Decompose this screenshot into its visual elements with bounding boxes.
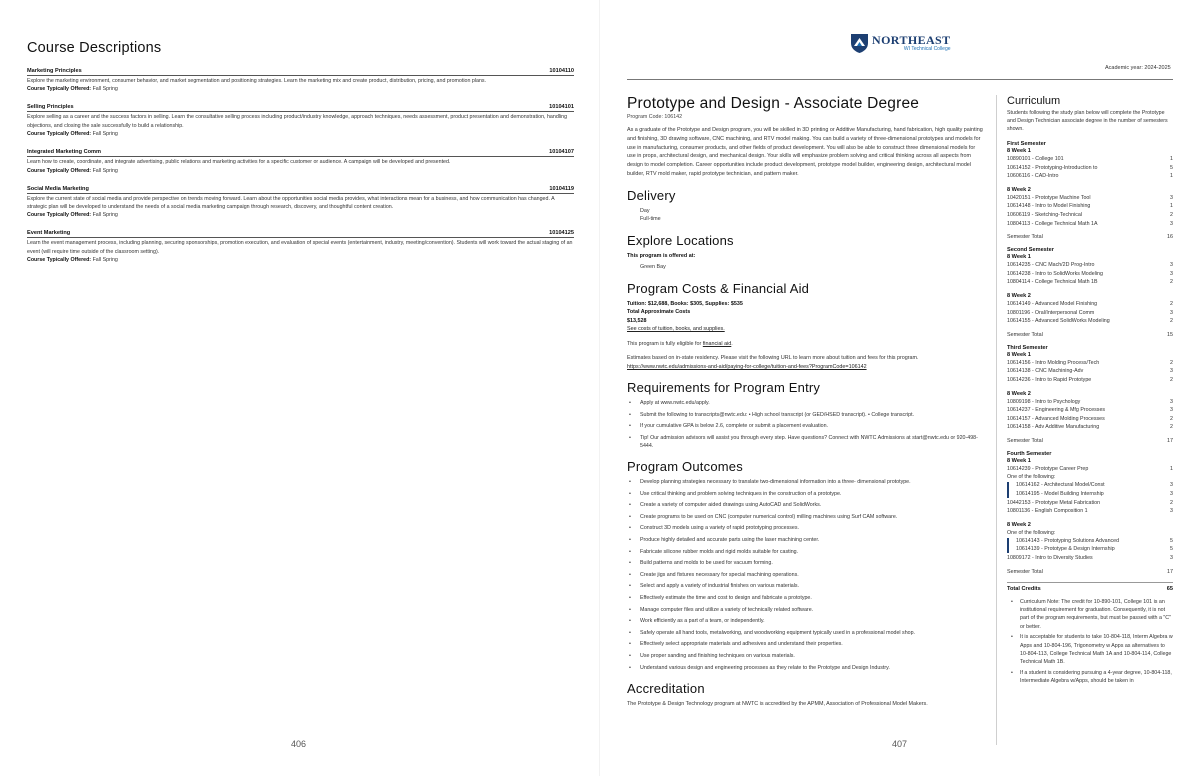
course-description: Learn how to create, coordinate, and integrate advertising, public relations and marketing activities for a specific customer or audience. A campaign will be developed and presented. [27, 159, 451, 166]
page-title: Course Descriptions [27, 40, 162, 56]
week-block [1007, 522, 1173, 563]
week-block [1007, 458, 1173, 516]
semester-block [1007, 247, 1173, 338]
academic-year: Academic year: 2024-2025 [1105, 65, 1171, 71]
week-block [1007, 187, 1173, 228]
week-name: 8 Week 1 [1007, 457, 1031, 464]
week-name: 8 Week 1 [1007, 351, 1031, 358]
course-offered [27, 256, 574, 264]
course-offered [27, 167, 574, 175]
course-name: Event Marketing [27, 230, 71, 237]
course-credits: 3 [1170, 270, 1173, 277]
course-row [1007, 309, 1173, 318]
course-credits: 3 [1170, 482, 1173, 489]
course-name: Marketing Principles [27, 68, 82, 74]
semester-total-value: 17 [1167, 568, 1173, 575]
course-title: 10614195 - Model Building Internship [1016, 491, 1104, 498]
offered-label: Course Typically Offered: [27, 257, 92, 264]
course-title: 10614156 - Intro Molding Process/Tech [1007, 359, 1100, 366]
course-credits: 3 [1170, 407, 1173, 414]
course-item [27, 149, 574, 174]
course-row [1007, 406, 1173, 415]
week-block [1007, 293, 1173, 326]
week-block [1007, 391, 1173, 432]
course-code: 10104110 [549, 68, 574, 74]
course-row [1007, 300, 1173, 309]
course-row [1007, 490, 1173, 499]
course-list [27, 68, 574, 275]
list-item: • Manage computer files and utilize a variety of technically related software. [627, 606, 984, 614]
choice-group [1007, 481, 1173, 498]
course-row [1007, 507, 1173, 516]
list-item: • Effectively select appropriate materials and adhesives and understand their properties. [627, 640, 984, 648]
course-title: 10614239 - Prototype Career Prep [1007, 465, 1089, 472]
semester-name: Fourth Semester [1007, 450, 1052, 457]
requirements-heading: Requirements for Program Entry [627, 380, 821, 396]
course-name: Selling Principles [27, 104, 74, 111]
semester-total-label: Semester Total [1007, 234, 1043, 241]
semester-block [1007, 451, 1173, 575]
aid-prefix: This program is fully eligible for [627, 340, 702, 347]
course-code: 10104119 [549, 185, 574, 192]
list-item: • Fabricate silicone rubber molds and rigid molds suitable for casting. [627, 548, 984, 556]
week-name: 8 Week 1 [1007, 148, 1031, 154]
list-item: • Develop planning strategies necessary to translate two-dimensional information into a three- dimensional prototype. [627, 478, 984, 486]
course-row [1007, 415, 1173, 424]
see-costs-link[interactable]: See costs of tuition, books, and supplies. [627, 326, 725, 333]
list-item: • Use proper sanding and finishing techniques on various materials. [627, 652, 984, 660]
list-item: • Create programs to be used on CNC (computer numerical control) milling machines using Surf CAM software. [627, 513, 984, 521]
list-item: • Create a variety of computer aided drawings using AutoCAD and SolidWorks. [627, 501, 984, 509]
course-title: 10614155 - Advanced SolidWorks Modeling [1007, 318, 1110, 325]
week-name: 8 Week 2 [1007, 521, 1031, 528]
course-row [1007, 423, 1173, 432]
right-page [600, 0, 1200, 776]
course-row [1007, 376, 1173, 385]
course-title: 10890101 - College 101 [1007, 156, 1064, 162]
semester-total-label: Semester Total [1007, 331, 1043, 338]
course-row [1007, 194, 1173, 203]
course-credits: 2 [1170, 415, 1173, 422]
column-divider [996, 95, 997, 745]
week-name: 8 Week 2 [1007, 292, 1031, 299]
list-item: • Produce highly detailed and accurate parts using the laser machining center. [627, 536, 984, 544]
estimates-text: Estimates based on in-state residency. Please visit the following URL to learn more about tuition and fees for this program. [627, 355, 919, 362]
delivery-item: Full-time [640, 216, 661, 223]
course-title: 10614238 - Intro to SolidWorks Modeling [1007, 270, 1103, 277]
course-item [27, 230, 574, 264]
list-item: • Use critical thinking and problem solving techniques in the construction of a prototype. [627, 490, 984, 498]
page-number: 407 [892, 739, 908, 749]
delivery-heading: Delivery [627, 187, 676, 203]
course-title: 10801196 - Oral/Interpersonal Comm [1007, 309, 1095, 316]
program-title: Prototype and Design - Associate Degree [627, 95, 920, 112]
week-block [1007, 148, 1173, 181]
course-row [1007, 545, 1173, 554]
choice-group [1007, 537, 1173, 554]
semester-total-label: Semester Total [1007, 437, 1043, 444]
course-title: 10614149 - Advanced Model Finishing [1007, 300, 1098, 307]
course-title: 10442153 - Prototype Metal Fabrication [1007, 499, 1101, 506]
tuition-line: Tuition: $12,688, Books: $305, Supplies: $535 [627, 300, 743, 307]
course-title: 10804114 - College Technical Math 1B [1007, 279, 1098, 286]
course-offered [27, 211, 574, 219]
header-divider [627, 79, 1173, 80]
program-code: Program Code: 106142 [627, 114, 683, 120]
list-item: • Apply at www.nwtc.edu/apply. [627, 399, 984, 407]
course-code: 10104107 [549, 149, 574, 156]
choice-label: One of the following: [1007, 474, 1056, 481]
semester-total [1007, 569, 1173, 575]
program-intro: As a graduate of the Prototype and Design program, you will be skilled in 3D printing or Additive Manufacturing, hand fabrication, high quality painting and finishing, 3D drawing software, CNC machining, and RTV model making. You can build a variety of three-dimensional prototypes and models for use in manufacturing, consumer products, and other fields of product development. You will also be able to construct three dimensional models for use in props, architectural design, and mechanical design. Your skills will emphasize problem solving and critical thinking across all aspects from design to model completion. Career opportunities include product development, prototype model builder, engineering design, architectural model builder, RTV mold maker, rapid prototype technician, and pattern maker. [627, 127, 983, 177]
requirements-list [627, 399, 984, 450]
list-item: • Tip! Our admission advisors will assist you through every step. Have questions? Connect with NWTC Admissions at start@nwtc.edu or 920-498-5444. [627, 434, 984, 450]
course-title: 10614143 - Prototyping Solutions Advanced [1016, 537, 1120, 544]
course-header [27, 230, 574, 238]
offered-at-label: This program is offered at: [627, 252, 696, 259]
offered-label: Course Typically Offered: [27, 131, 92, 138]
offered-label: Course Typically Offered: [27, 86, 92, 93]
semester-total-value: 16 [1167, 234, 1173, 241]
accreditation-text: The Prototype & Design Technology program at NWTC is accredited by the APMM, Association of Professional Model Makers. [627, 700, 928, 707]
course-row [1007, 164, 1173, 173]
course-title: 10614139 - Prototype & Design Internship [1016, 546, 1115, 553]
curriculum-intro: Students following the study plan below will complete the Prototype and Design Technician associate degree in the number of semesters shown. [1007, 110, 1168, 132]
course-credits: 2 [1170, 359, 1173, 366]
course-credits: 3 [1170, 555, 1173, 562]
course-description: Explore the marketing environment, consumer behavior, and market segmentation and positioning strategies. Learn the marketing mix and create product, distribution, pricing, and promotion plans. [27, 78, 487, 84]
semester-total [1007, 332, 1173, 338]
choice-label: One of the following: [1007, 529, 1056, 536]
offered-value: Fall Spring [92, 86, 118, 93]
course-row [1007, 155, 1173, 164]
course-row [1007, 537, 1173, 546]
course-title: 10614236 - Intro to Rapid Prototype [1007, 376, 1092, 383]
course-description: Explore the current state of social media and provide perspective on trends moving forward. Learn about the opportunities social media provides, what interactions mean for a business, and how communication has changed. A strategic plan will be developed to understand the needs of a social media marketing campaign through research, discovery, and thoughtful content creation. [27, 195, 555, 211]
list-item: • It is acceptable for students to take 10-804-118, Interm Algebra w Apps and 10-804-196, Trigonometry w Apps as alternatives to 10-804-113, College Technical Math 1A and 10-804-114, College Technical Math 1B. [1007, 633, 1173, 667]
list-item: • Safely operate all hand tools, metalworking, and woodworking equipment typically used in a professional model shop. [627, 629, 984, 637]
program-details [627, 95, 984, 708]
list-item: • Curriculum Note: The credit for 10-890-101, College 101 is an institutional requirement for graduation. Consequently, it is not part of the program requirements, but must be passed with a "C" or better. [1007, 598, 1173, 632]
semester-total-value: 15 [1167, 331, 1173, 338]
semester-block [1007, 141, 1173, 240]
total-costs-label: Total Approximate Costs [627, 309, 691, 316]
course-credits: 5 [1170, 164, 1173, 171]
list-item: • Effectively estimate the time and cost to design and fabricate a prototype. [627, 594, 984, 602]
course-item [27, 104, 574, 138]
course-row [1007, 367, 1173, 376]
course-header [27, 186, 574, 194]
course-title: 10614138 - CNC Machining-Adv [1007, 368, 1084, 375]
page-number: 406 [291, 739, 307, 749]
course-credits: 5 [1170, 537, 1173, 544]
course-row [1007, 317, 1173, 326]
costs-heading: Program Costs & Financial Aid [627, 280, 810, 296]
outcomes-list [627, 478, 984, 672]
course-item [27, 68, 574, 93]
list-item: • If your cumulative GPA is below 2.6, complete or submit a placement evaluation. [627, 422, 984, 430]
total-credits-value: 65 [1166, 585, 1173, 592]
course-title: 10801136 - English Composition 1 [1007, 508, 1088, 515]
course-credits: 2 [1170, 211, 1173, 218]
shield-icon [850, 32, 869, 54]
list-item: • Work efficiently as a part of a team, or independently. [627, 617, 984, 625]
offered-label: Course Typically Offered: [27, 167, 92, 174]
week-block [1007, 254, 1173, 287]
course-header [27, 149, 574, 157]
course-credits: 3 [1170, 368, 1173, 375]
course-row [1007, 202, 1173, 211]
course-row [1007, 465, 1173, 474]
week-name: 8 Week 2 [1007, 390, 1031, 397]
course-credits: 2 [1170, 499, 1173, 506]
course-row [1007, 261, 1173, 270]
location-item: Green Bay [640, 264, 666, 271]
course-description: Learn the event management process, including planning, securing sponsorships, promotion execution, and evaluation of special events (entertainment, industry, meeting/convention). Students will work toward the actual staging of an event (will require time outside of the classroom setting). [27, 240, 573, 255]
course-credits: 3 [1170, 508, 1173, 515]
course-row [1007, 398, 1173, 407]
list-item: • Understand various design and engineering processes as they relate to the Prototype and Design Industry. [627, 664, 984, 672]
course-row [1007, 211, 1173, 220]
aid-suffix: . [731, 340, 733, 347]
curriculum-notes [1007, 598, 1173, 686]
course-title: 10614157 - Advanced Molding Processes [1007, 415, 1105, 422]
course-row [1007, 270, 1173, 279]
semester-total-label: Semester Total [1007, 568, 1043, 575]
course-offered [27, 130, 574, 138]
list-item: • If a student is considering pursuing a 4-year degree, 10-804-118, Intermediate Algebra w/Apps, should be taken in [1007, 669, 1173, 686]
course-header [27, 104, 574, 112]
course-description: Explore selling as a career and the success factors in selling. Learn the consultative selling process including product/industry knowledge, approach techniques, needs assessment, product presentation and demonstration, handling objections, and closing the sale successfully to build a relationship. [27, 114, 568, 129]
course-title: 10614237 - Engineering & Mfg Processes [1007, 407, 1106, 414]
course-title: 10804113 - College Technical Math 1A [1007, 220, 1098, 227]
course-credits: 1 [1170, 173, 1173, 180]
course-credits: 1 [1170, 203, 1173, 210]
course-title: 10614152 - Prototyping-Introduction to [1007, 164, 1098, 171]
course-title: 10606116 - CAD-Intro [1007, 173, 1059, 180]
course-header [27, 68, 574, 76]
course-item [27, 186, 574, 220]
list-item: • Select and apply a variety of industrial finishes on various materials. [627, 582, 984, 590]
course-title: 10614235 - CNC Mach/2D Prog-Intro [1007, 262, 1095, 269]
offered-label: Course Typically Offered: [27, 212, 92, 219]
tuition-url-link[interactable]: https://www.nwtc.edu/admissions-and-aid/paying-for-college/tuition-and-fees?ProgramCode=106142 [627, 363, 867, 370]
course-title: 10614148 - Intro to Model Finishing [1007, 203, 1091, 210]
week-name: 8 Week 2 [1007, 186, 1031, 193]
course-credits: 3 [1170, 491, 1173, 498]
semester-total-value: 17 [1167, 437, 1173, 444]
week-block [1007, 352, 1173, 385]
course-row [1007, 278, 1173, 287]
total-credits [1007, 582, 1173, 592]
curriculum-column [1007, 95, 1173, 688]
course-title: 10420151 - Prototype Machine Tool [1007, 194, 1091, 201]
course-row [1007, 554, 1173, 563]
course-code: 10104125 [549, 230, 574, 237]
semester-block [1007, 345, 1173, 444]
course-credits: 3 [1170, 194, 1173, 201]
course-code: 10104101 [549, 104, 574, 111]
curriculum-title: Curriculum [1007, 95, 1061, 107]
locations-heading: Explore Locations [627, 232, 734, 248]
course-credits: 1 [1170, 465, 1173, 472]
course-offered [27, 85, 574, 93]
course-name: Social Media Marketing [27, 185, 89, 192]
course-credits: 2 [1170, 318, 1173, 325]
college-logo [850, 32, 951, 54]
course-title: 10809198 - Intro to Psychology [1007, 398, 1081, 405]
course-credits: 5 [1170, 546, 1173, 553]
course-credits: 3 [1170, 309, 1173, 316]
course-credits: 2 [1170, 279, 1173, 286]
delivery-item: Day [640, 207, 650, 214]
week-name: 8 Week 1 [1007, 254, 1031, 261]
course-row [1007, 172, 1173, 181]
course-row [1007, 499, 1173, 508]
semester-total [1007, 438, 1173, 444]
semester-name: First Semester [1007, 141, 1046, 147]
semester-name: Third Semester [1007, 344, 1048, 351]
offered-value: Fall Spring [92, 257, 118, 264]
course-title: 10614158 - Adv Additive Manufacturing [1007, 424, 1100, 431]
logo-subtitle: WI Technical College [903, 46, 951, 52]
course-credits: 3 [1170, 220, 1173, 227]
financial-aid-link[interactable]: financial aid [702, 340, 732, 347]
total-credits-label: Total Credits [1007, 585, 1041, 592]
outcomes-heading: Program Outcomes [627, 459, 743, 475]
total-costs-value: $13,528 [627, 317, 647, 324]
course-credits: 3 [1170, 398, 1173, 405]
course-name: Integrated Marketing Comm [27, 149, 101, 156]
course-row [1007, 481, 1173, 490]
course-title: 10614162 - Architectural Model/Const [1016, 482, 1105, 489]
course-title: 10809172 - Intro to Diversity Studies [1007, 555, 1093, 562]
course-credits: 1 [1170, 156, 1173, 162]
list-item: • Construct 3D models using a variety of rapid prototyping processes. [627, 524, 984, 532]
course-title: 10606119 - Sketching-Technical [1007, 211, 1082, 218]
list-item: • Create jigs and fixtures necessary for special machining operations. [627, 571, 984, 579]
course-credits: 3 [1170, 262, 1173, 269]
list-item: • Build patterns and molds to be used for vacuum forming. [627, 559, 984, 567]
course-credits: 2 [1170, 376, 1173, 383]
accreditation-heading: Accreditation [627, 680, 705, 696]
offered-value: Fall Spring [92, 212, 118, 219]
offered-value: Fall Spring [92, 131, 118, 138]
financial-aid-line [627, 340, 984, 349]
semester-name: Second Semester [1007, 247, 1054, 254]
list-item: • Submit the following to transcripts@nwtc.edu: • High school transcript (or GED/HSED transcript). • College transcript. [627, 411, 984, 419]
offered-value: Fall Spring [92, 167, 118, 174]
course-row [1007, 359, 1173, 368]
logo-name: NORTHEAST [872, 33, 951, 47]
course-row [1007, 220, 1173, 229]
course-credits: 2 [1170, 424, 1173, 431]
semester-total [1007, 234, 1173, 240]
course-credits: 2 [1170, 300, 1173, 307]
